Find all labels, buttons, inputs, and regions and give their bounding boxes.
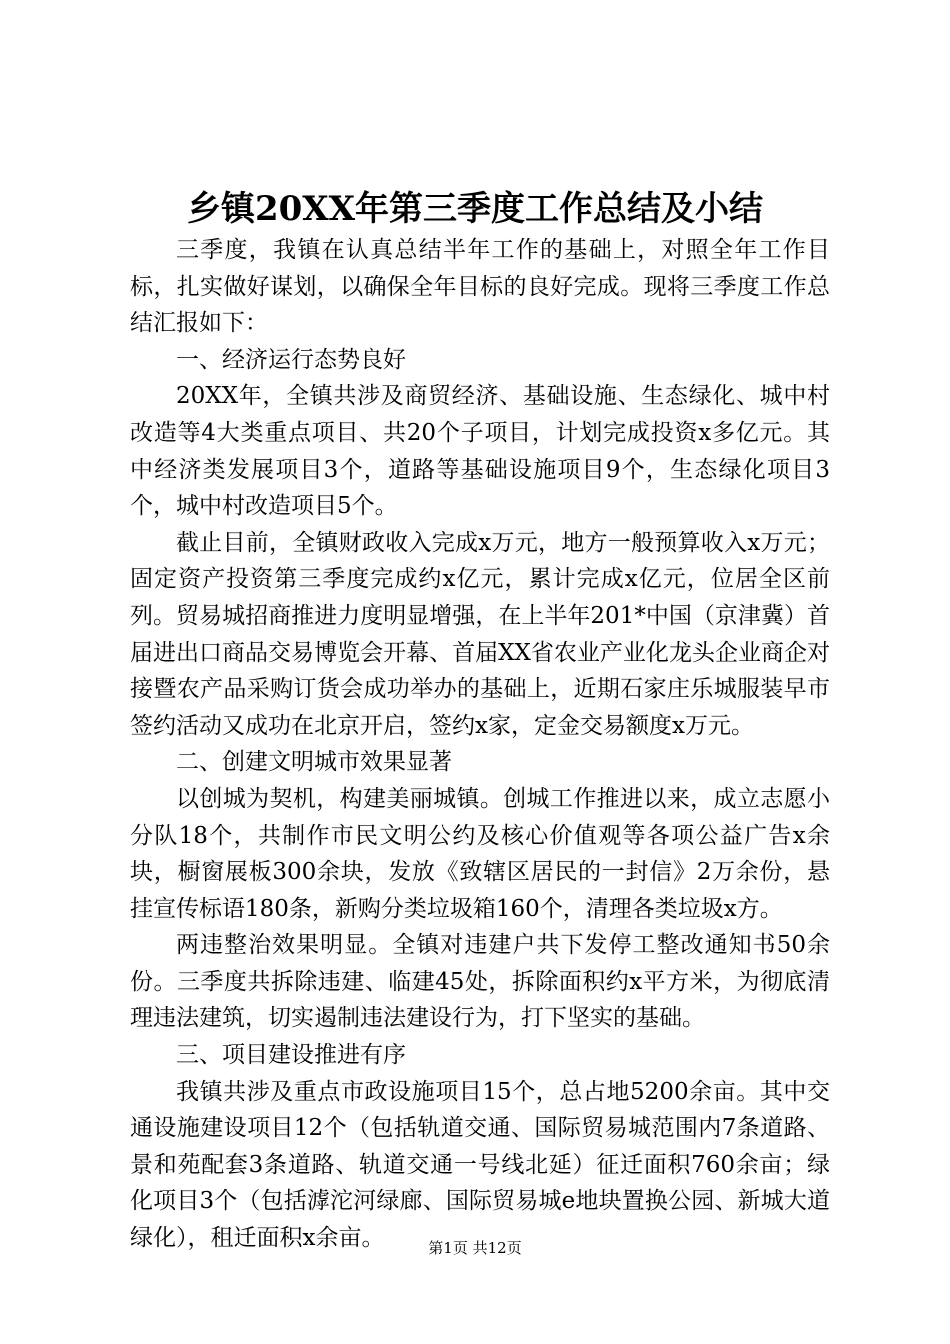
- section-heading-projects: 三、项目建设推进有序: [176, 1042, 406, 1069]
- paragraph-municipal-projects: 我镇共涉及重点市政设施项目15个，总占地5200余亩。其中交通设施建设项目12个（包括轨道交通、国际贸易城范围内7条道路、景和苑配套3条道路、轨道交通一号线北延）征迁面积760余亩；绿化项目3个（包括滹沱河绿廊、国际贸易城e地块置换公园、新城大道绿化），租迁面积x余亩。: [130, 1078, 830, 1252]
- paragraph-economy-projects: 20XX年，全镇共涉及商贸经济、基础设施、生态绿化、城中村改造等4大类重点项目、共20个子项目，计划完成投资x多亿元。其中经济类发展项目3个，道路等基础设施项目9个，生态绿化项目3个，城中村改造项目5个。: [130, 383, 830, 520]
- document-body: [130, 232, 830, 1257]
- paragraph-economy-finance: 截止目前，全镇财政收入完成x万元，地方一般预算收入x万元；固定资产投资第三季度完成约x亿元，累计完成x亿元，位居全区前列。贸易城招商推进力度明显增强，在上半年201*中国（京津冀）首届进出口商品交易博览会开幕、首届XX省农业产业化龙头企业商企对接暨农产品采购订货会成功举办的基础上，近期石家庄乐城服装早市签约活动又成功在北京开启，签约x家，定金交易额度x万元。: [130, 529, 830, 739]
- page-footer: 第1页 共12页: [428, 1239, 522, 1257]
- paragraph-intro: 三季度，我镇在认真总结半年工作的基础上，对照全年工作目标，扎实做好谋划，以确保全年目标的良好完成。现将三季度工作总结汇报如下：: [130, 237, 830, 337]
- section-heading-economy: 一、经济运行态势良好: [176, 346, 406, 373]
- document-title: 乡镇20XX年第三季度工作总结及小结: [186, 189, 764, 229]
- section-heading-civilization: 二、创建文明城市效果显著: [176, 749, 452, 776]
- paragraph-illegal-construction: 两违整治效果明显。全镇对违建户共下发停工整改通知书50余份。三季度共拆除违建、临建45处，拆除面积约x平方米，为彻底清理违法建筑，切实遏制违法建设行为，打下坚实的基础。: [130, 932, 830, 1032]
- paragraph-civilization-creation: 以创城为契机，构建美丽城镇。创城工作推进以来，成立志愿小分队18个，共制作市民文明公约及核心价值观等各项公益广告x余块，橱窗展板300余块，发放《致辖区居民的一封信》2万余份，悬挂宣传标语180条，新购分类垃圾箱160个，清理各类垃圾x方。: [130, 785, 830, 922]
